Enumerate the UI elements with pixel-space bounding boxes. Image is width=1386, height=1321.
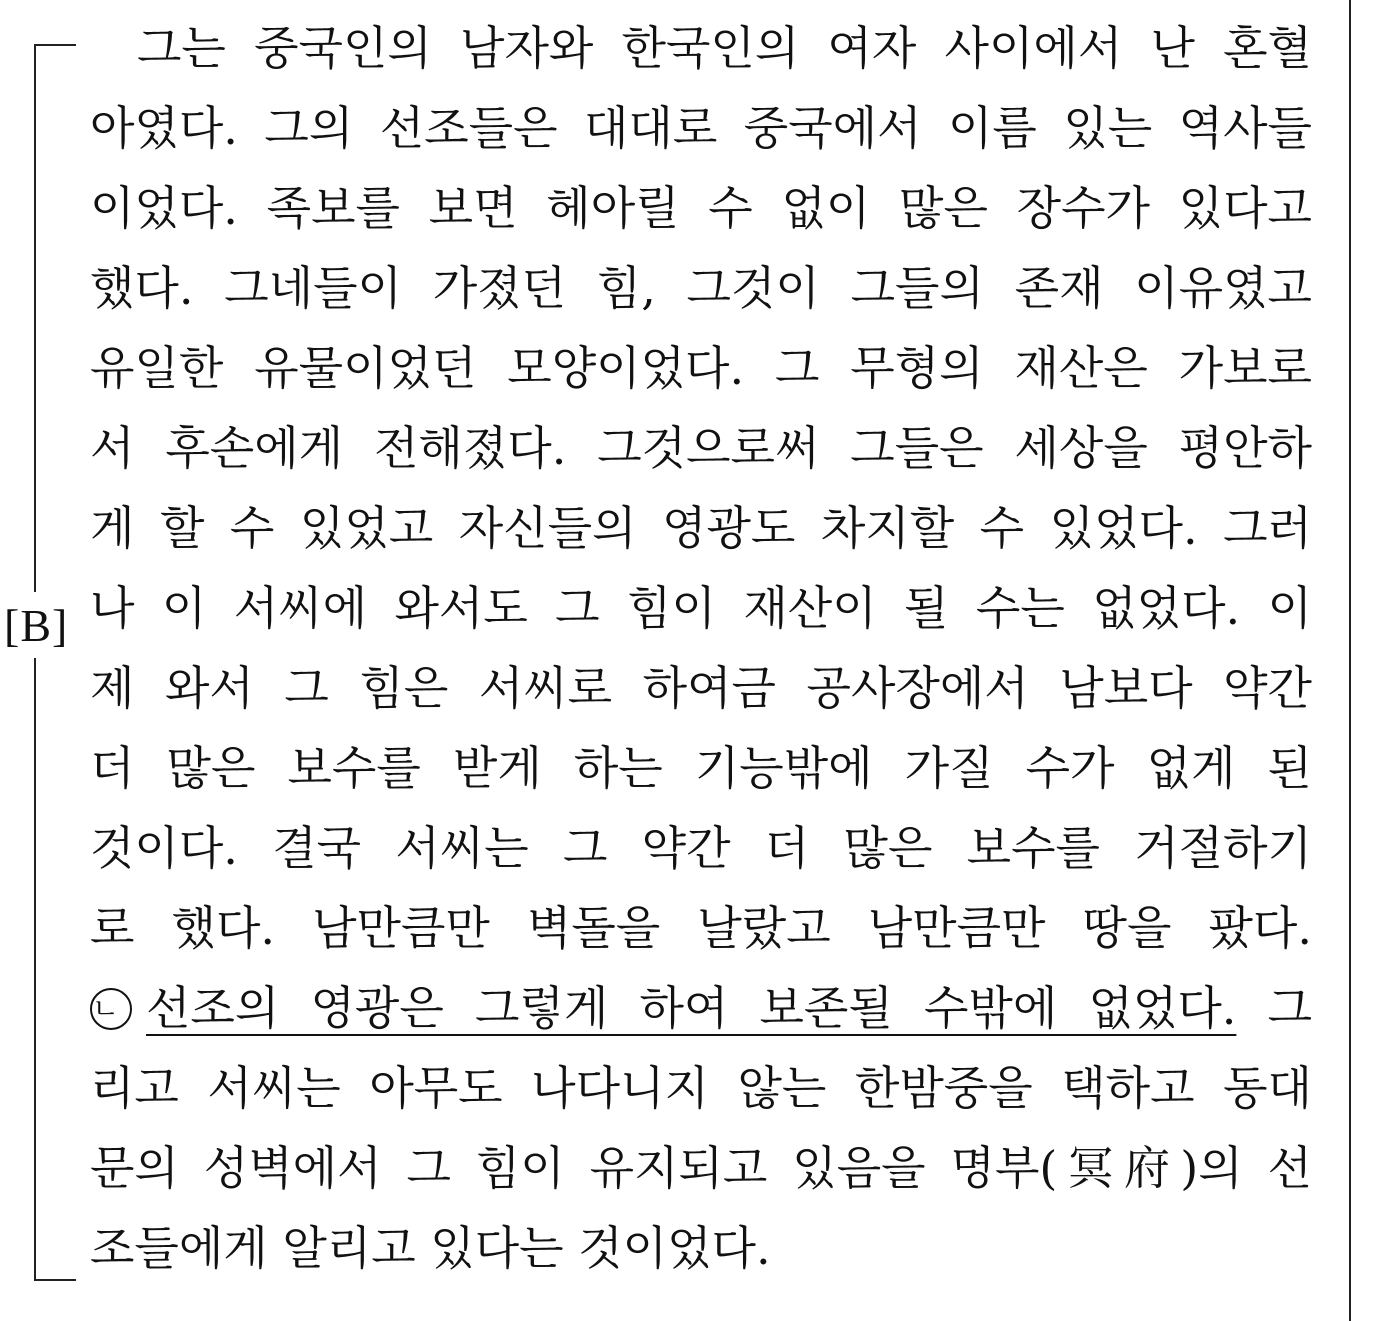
passage-line: 유일한 유물이었던 모양이었다. 그 무형의 재산은 가보로 xyxy=(90,341,1312,395)
circled-letter-marker: ㄴ xyxy=(90,988,132,1030)
passage-line: 문의 성벽에서 그 힘이 유지되고 있음을 명부(冥府)의 선 xyxy=(90,1141,1312,1195)
passage-line: 로 했다. 남만큼만 벽돌을 날랐고 남만큼만 땅을 팠다. xyxy=(90,901,1312,955)
passage-line: 서 후손에게 전해졌다. 그것으로써 그들은 세상을 평안하 xyxy=(90,421,1312,475)
passage-line: 리고 서씨는 아무도 나다니지 않는 한밤중을 택하고 동대 xyxy=(90,1061,1312,1115)
bracket-upper-stroke xyxy=(34,44,36,592)
passage-line: 이었다. 족보를 보면 헤아릴 수 없이 많은 장수가 있다고 xyxy=(90,181,1312,235)
passage-line: 게 할 수 있었고 자신들의 영광도 차지할 수 있었다. 그러 xyxy=(90,501,1312,555)
passage-line: 조들에게 알리고 있다는 것이었다. xyxy=(90,1221,771,1275)
bracket-lower-stroke xyxy=(34,658,36,1280)
bracket-bottom-stroke xyxy=(34,1279,76,1281)
passage-line: 나 이 서씨에 와서도 그 힘이 재산이 될 수는 없었다. 이 xyxy=(90,581,1312,635)
passage-line: 더 많은 보수를 받게 하는 기능밖에 가질 수가 없게 된 xyxy=(90,741,1312,795)
bracket-top-stroke xyxy=(34,44,76,46)
passage-line-marked xyxy=(90,968,1312,1048)
line-trailing-text: 그 xyxy=(1267,981,1313,1035)
passage-line: 것이다. 결국 서씨는 그 약간 더 많은 보수를 거절하기 xyxy=(90,821,1312,875)
passage-line: 아였다. 그의 선조들은 대대로 중국에서 이름 있는 역사들 xyxy=(90,101,1312,155)
underlined-sentence: 선조의 영광은 그렇게 하여 보존될 수밖에 없었다. xyxy=(146,981,1237,1035)
page-right-border xyxy=(1349,0,1351,1321)
passage-line: 했다. 그네들이 가졌던 힘, 그것이 그들의 존재 이유였고 xyxy=(90,261,1312,315)
passage-line: 제 와서 그 힘은 서씨로 하여금 공사장에서 남보다 약간 xyxy=(90,661,1312,715)
passage-line: 그는 중국인의 남자와 한국인의 여자 사이에서 난 혼혈 xyxy=(137,21,1312,75)
bracket-label: [B] xyxy=(4,600,69,651)
